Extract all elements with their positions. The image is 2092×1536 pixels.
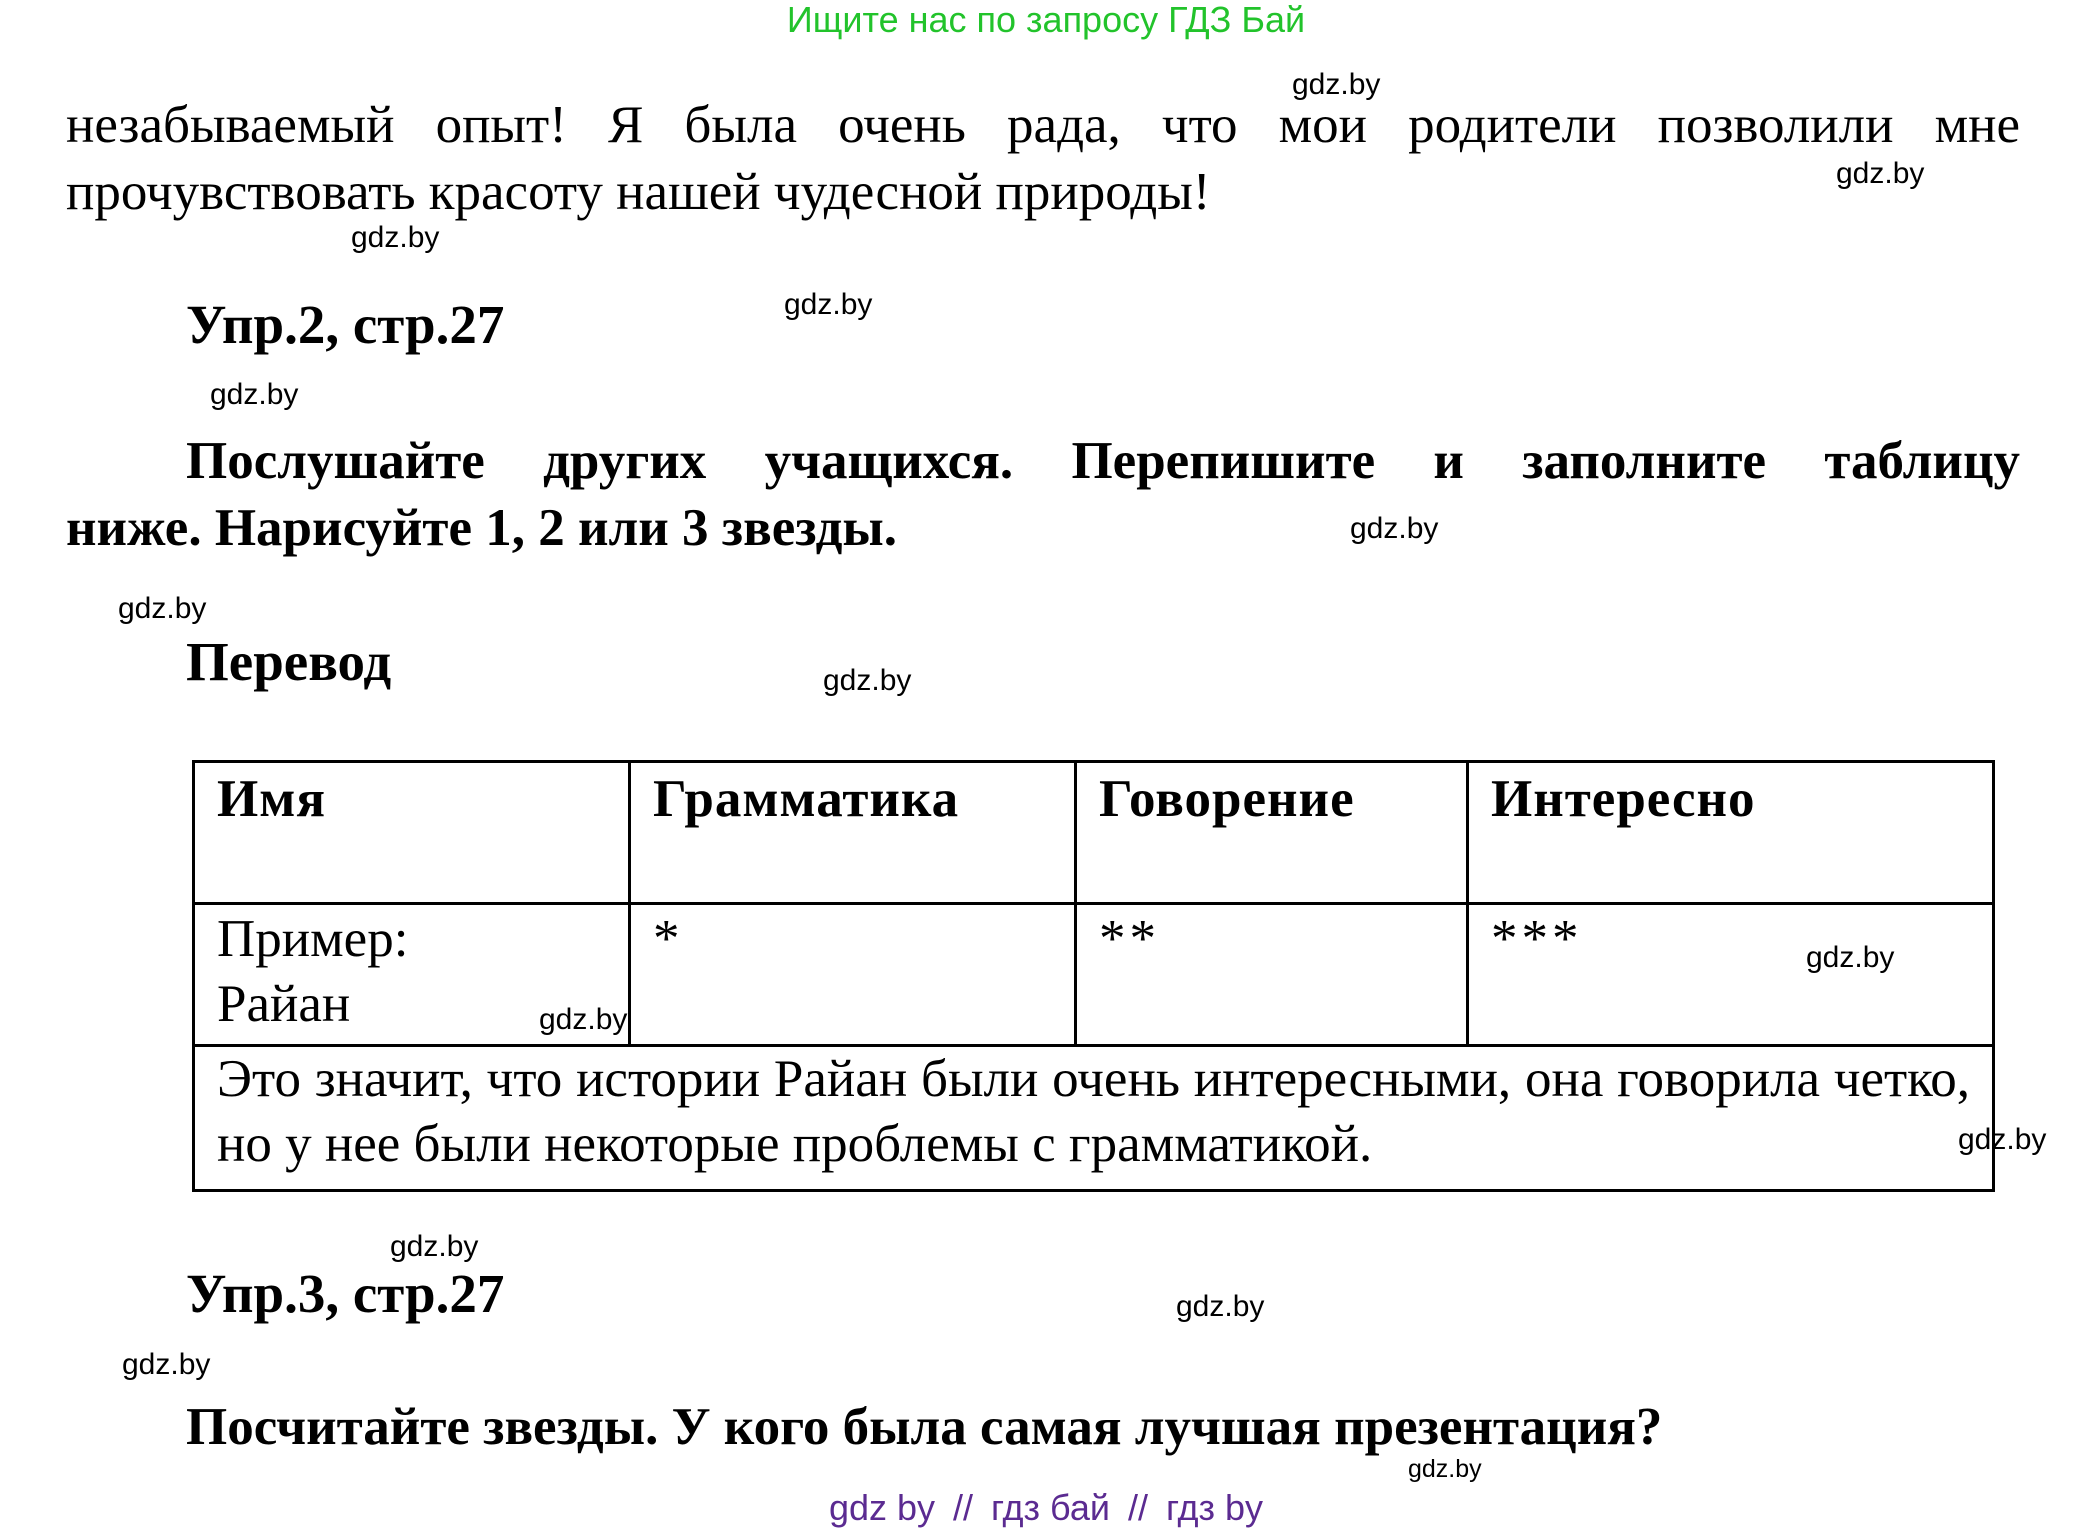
watermark: gdz.by <box>351 221 440 254</box>
footer-separator: // <box>1127 1487 1148 1528</box>
watermark: gdz.by <box>1176 1290 1265 1323</box>
footer-separator: // <box>953 1487 974 1528</box>
interesting-stars: *** <box>1491 910 1583 968</box>
exercise-2-title: Упр.2, стр.27 <box>186 294 505 355</box>
watermark: gdz.by <box>539 1003 628 1036</box>
exercise-2-task-line-1: Послушайте других учащихся. Перепишите и заполните таблицу <box>186 432 2020 490</box>
rating-table <box>192 760 1995 1192</box>
example-label: Пример: <box>217 910 409 968</box>
example-name: Райан <box>217 975 351 1033</box>
intro-line-1: незабываемый опыт! Я была очень рада, что мои родители позволили мне <box>66 96 2020 154</box>
exercise-2-task-line-2: ниже. Нарисуйте 1, 2 или 3 звезды. <box>66 499 898 557</box>
header-speaking: Говорение <box>1076 762 1468 904</box>
table-row <box>194 1046 1994 1191</box>
footer-link-gdz-by-ru[interactable]: гдз by <box>1166 1487 1264 1528</box>
watermark: gdz.by <box>118 592 207 625</box>
watermark: gdz.by <box>823 664 912 697</box>
watermark: gdz.by <box>390 1230 479 1263</box>
speaking-stars-cell <box>1076 904 1468 1046</box>
watermark: gdz.by <box>784 288 873 321</box>
interesting-stars-cell <box>1468 904 1994 1046</box>
watermark: gdz.by <box>1958 1123 2047 1156</box>
table-header-row <box>194 762 1994 904</box>
intro-line-2: прочувствовать красоту нашей чудесной природы! <box>66 163 1211 221</box>
footer-links <box>0 1487 2092 1529</box>
footer-link-gdz-bai[interactable]: гдз бай <box>991 1487 1110 1528</box>
translation-label: Перевод <box>186 631 392 692</box>
watermark: gdz.by <box>1350 512 1439 545</box>
example-explanation: Это значит, что истории Райан были очень интересными, она говорила четко, но у нее были некоторые проблемы с грамматикой. <box>194 1046 1994 1191</box>
watermark: gdz.by <box>1806 941 1895 974</box>
speaking-stars: ** <box>1099 910 1160 968</box>
watermark: gdz.by <box>1836 157 1925 190</box>
exercise-3-title: Упр.3, стр.27 <box>186 1263 505 1324</box>
header-interesting: Интересно <box>1468 762 1994 904</box>
top-banner: Ищите нас по запросу ГДЗ Бай <box>786 0 1306 40</box>
grammar-stars: * <box>653 910 684 968</box>
footer-link-gdz-by[interactable]: gdz by <box>828 1487 936 1528</box>
grammar-stars-cell <box>630 904 1076 1046</box>
header-name: Имя <box>194 762 630 904</box>
header-grammar: Грамматика <box>630 762 1076 904</box>
watermark: gdz.by <box>1292 68 1381 101</box>
watermark: gdz.by <box>122 1348 211 1381</box>
exercise-3-task: Посчитайте звезды. У кого была самая лучшая презентация? <box>186 1398 1663 1456</box>
watermark: gdz.by <box>1408 1455 1482 1483</box>
table-row <box>194 904 1994 1046</box>
watermark: gdz.by <box>210 378 299 411</box>
